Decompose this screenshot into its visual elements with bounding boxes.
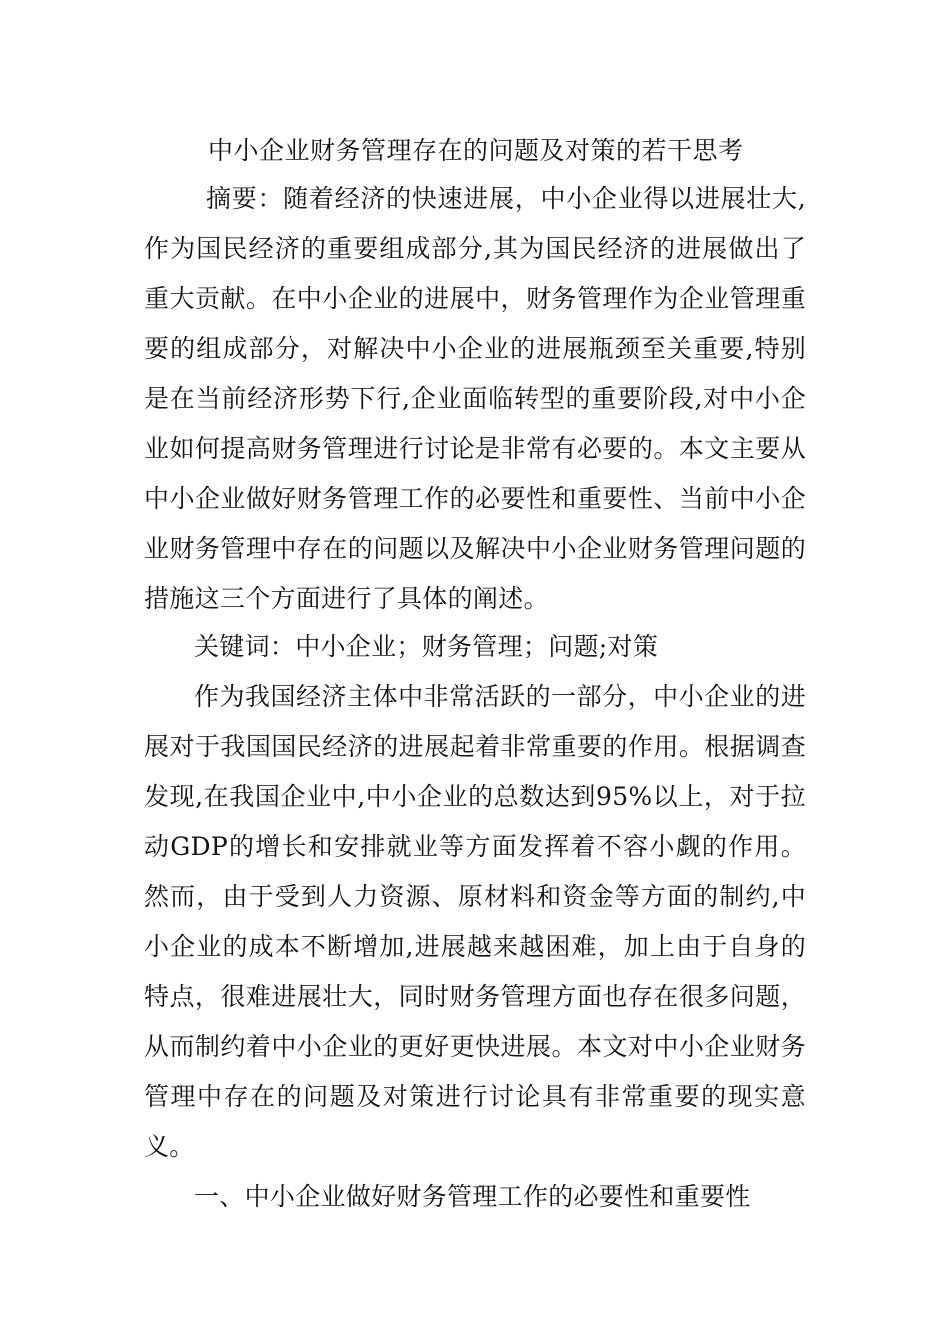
- section-heading-1: 一、中小企业做好财务管理工作的必要性和重要性: [194, 1182, 751, 1211]
- keywords-line: 关键词：中小企业；财务管理；问题;对策: [194, 632, 659, 661]
- document-title: 中小企业财务管理存在的问题及对策的若干思考: [208, 136, 744, 165]
- abstract-paragraph: 摘要：随着经济的快速进展，中小企业得以进展壮大,作为国民经济的重要组成部分,其为国民经济的进展做出了重大贡献。在中小企业的进展中，财务管理作为企业管理重要的组成部分，对解决中小企业的进展瓶颈至关重要,特别是在当前经济形势下行,企业面临转型的重要阶段,对中小企业如何提高财务管理进行讨论是非常有必要的。本文主要从中小企业做好财务管理工作的必要性和重要性、当前中小企业财务管理中存在的问题以及解决中小企业财务管理问题的措施这三个方面进行了具体的阐述。: [144, 184, 806, 613]
- intro-paragraph: 作为我国经济主体中非常活跃的一部分，中小企业的进展对于我国国民经济的进展起着非常重要的作用。根据调查发现,在我国企业中,中小企业的总数达到95%以上，对于拉动GDP的增长和安排就业等方面发挥着不容小觑的作用。然而，由于受到人力资源、原材料和资金等方面的制约,中小企业的成本不断增加,进展越来越困难，加上由于自身的特点，很难进展壮大，同时财务管理方面也存在很多问题，从而制约着中小企业的更好更快进展。本文对中小企业财务管理中存在的问题及对策进行讨论具有非常重要的现实意义。: [144, 682, 806, 1161]
